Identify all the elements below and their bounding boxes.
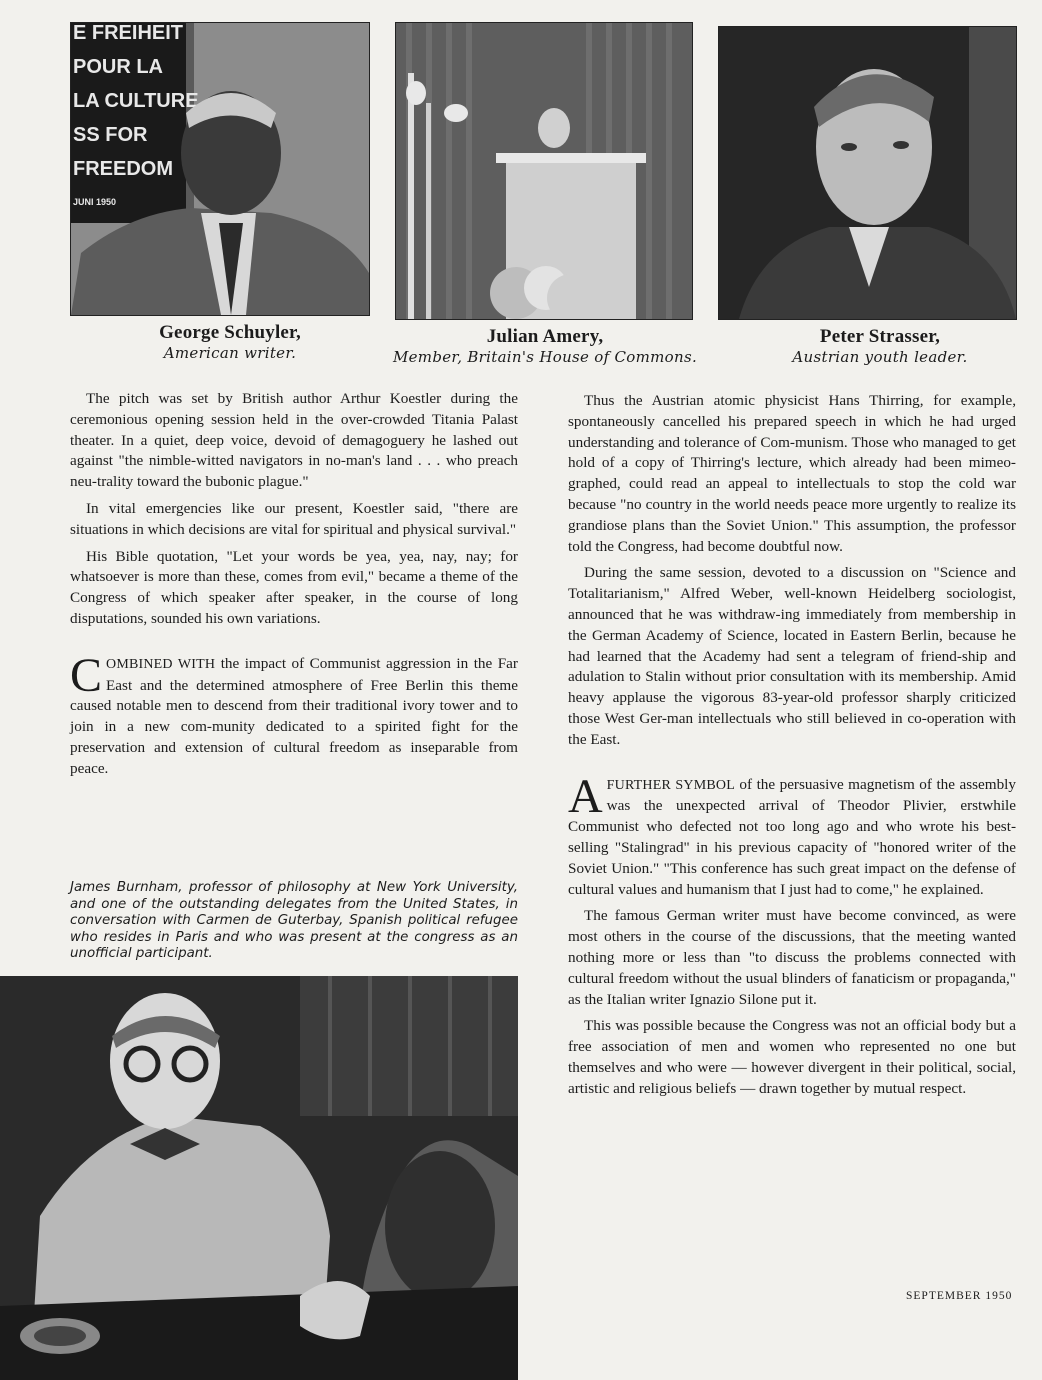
photo-george-schuyler	[70, 22, 370, 316]
photo-peter-strasser	[718, 26, 1017, 320]
paragraph: In vital emergencies like our present, Koestler said, "there are situations in which decisions are vital for spiritual and physical survival."	[70, 499, 518, 538]
photo-james-burnham	[0, 976, 518, 1380]
caption-role: Member, Britain's House of Commons.	[392, 348, 698, 366]
paragraph-dropcap	[568, 769, 1016, 901]
caption-julian-amery	[385, 326, 705, 366]
sign-line: FREEDOM	[73, 158, 173, 180]
caption-james-burnham: James Burnham, professor of philosophy at New York University, and one of the outstanding delegates from the United States, in conversation with Carmen de Guterbay, Spanish political refugee who resides in Paris and who was present at the congress as an unofficial participant.	[70, 880, 518, 962]
right-article-column	[568, 391, 1016, 1106]
lead-in-caps: OMBINED WITH	[106, 656, 216, 672]
caption-name: George Schuyler,	[159, 322, 301, 343]
footer-date: SEPTEMBER 1950	[906, 1290, 1013, 1302]
sign-line: JUNI 1950	[73, 197, 117, 207]
paragraph: The famous German writer must have become convinced, as were most others in the course of the discussions, that the meeting wanted nothing more or less than "to discuss the problems connected with cultural freedom without the usual blinders of fanaticism or propaganda," as the Italian writer Ignazio Silone put it.	[568, 907, 1016, 1008]
caption-role: American writer.	[163, 344, 297, 362]
lead-in-caps: FURTHER SYMBOL	[606, 777, 735, 793]
drop-cap: C	[70, 648, 103, 702]
paragraph: The pitch was set by British author Arthur Koestler during the ceremonious opening session held in the over-crowded Titania Palast theater. In a quiet, deep voice, devoid of demagoguery he lashed out against "the nimble-witted navigators in no-man's land . . . who preach neu-trality toward the bubonic plague."	[70, 390, 518, 491]
caption-peter-strasser	[750, 326, 1010, 366]
caption-role: Austrian youth leader.	[792, 348, 968, 366]
paragraph: Thus the Austrian atomic physicist Hans Thirring, for example, spontaneously cancelled his prepared speech in which he had urged understanding and tolerance of Com-munism. Those who managed to get hold of a copy of Thirring's lecture, which already had been mimeo-graphed, could read an appeal to intellectuals to stop the cold war because "no country in the world needs peace more urgently to realize its grandiose plans than the Soviet Union." This assumption, the professor told the Congress, had become doubtful now.	[568, 392, 1016, 555]
sign-line: E FREIHEIT	[73, 23, 184, 44]
sign-line: POUR LA	[73, 56, 163, 78]
paragraph: During the same session, devoted to a discussion on "Science and Totalitarianism," Alfred Weber, well-known Heidelberg sociologist, announced that he was withdraw-ing immediately from membership in the German Academy of Science, located in Eastern Berlin, because he had learned that the Academy had sent a telegram of friend-ship and adulation to Stalin without prior consultation with its membership. Amid heavy applause the vigorous 83-year-old professor sharply criticized those West Ger-man intellectuals who still believed in co-operation with the East.	[568, 564, 1016, 748]
caption-name: Peter Strasser,	[819, 326, 941, 347]
paragraph: This was possible because the Congress was not an official body but a free association of men and women who represented no one but themselves and who were — however divergent in their political, social, artistic and religious beliefs — drawn together by mutual respect.	[568, 1017, 1016, 1097]
left-article-column	[70, 389, 518, 786]
caption-george-schuyler	[100, 322, 360, 362]
paragraph: His Bible quotation, "Let your words be yea, yea, nay, nay; for whatsoever is more than these, comes from evil," became a theme of the Congress of which speaker after speaker, in the course of long disputations, sounded his own variations.	[70, 547, 518, 627]
sign-line: LA CULTURE	[73, 90, 199, 112]
photo-julian-amery	[395, 22, 693, 320]
sign-line: SS FOR	[73, 124, 148, 146]
drop-cap: A	[568, 769, 603, 823]
paragraph-dropcap	[70, 648, 518, 780]
caption-name: Julian Amery,	[486, 326, 604, 347]
paragraph-text: the impact of Communist aggression in the Far East and the determined atmosphere of Free Berlin this theme caused notable men to descend from their traditional ivory tower and to join in a new com-munity dedicated to a spirited fight for the preservation and extension of cultural freedom as inseparable from peace.	[70, 654, 518, 777]
paragraph-text: of the persuasive magnetism of the assembly was the unexpected arrival of Theodor Plivier, erstwhile Communist who defected not too long ago and who wrote his best-selling "Stalingrad" in his previous capacity of "honored writer of the Soviet Union." "This conference has such great impact on the defense of cultural values and humanism that I just had to come," he explained.	[568, 775, 1016, 898]
